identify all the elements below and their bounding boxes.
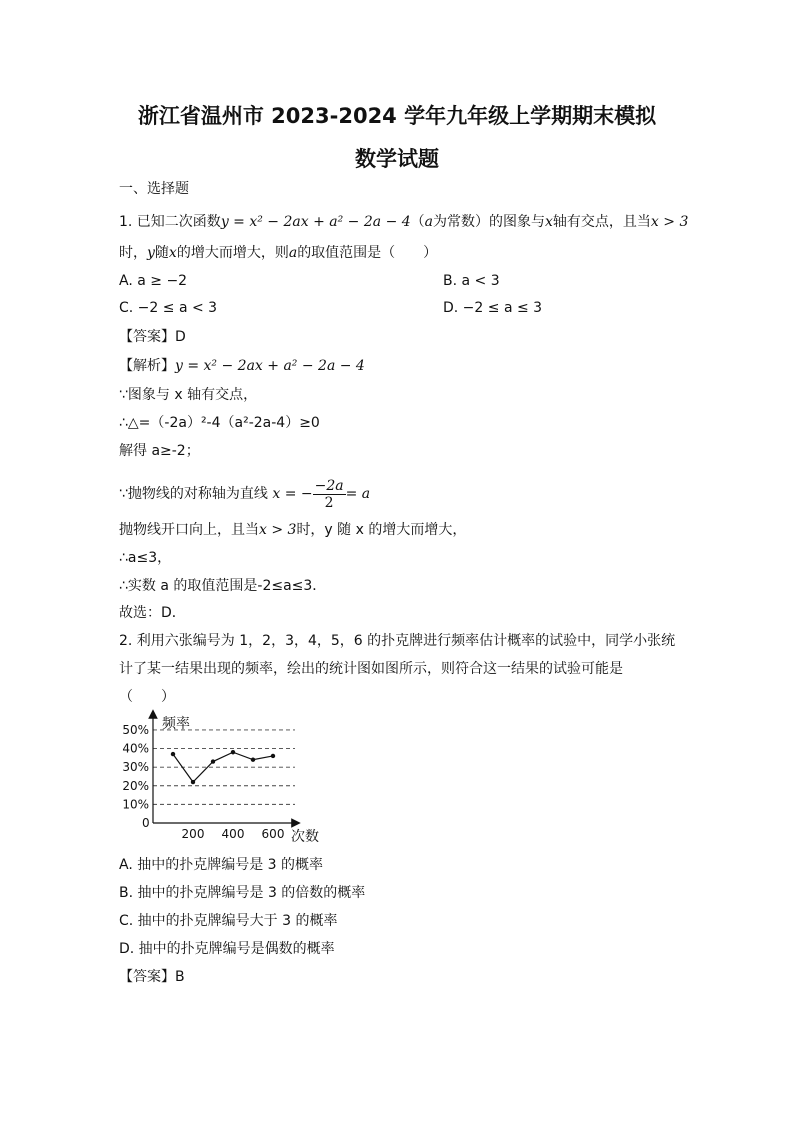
fraction: $\frac{-2a}{2}$ bbox=[314, 477, 344, 511]
q1-step-range: ∴实数 a 的取值范围是-2≤a≤3． bbox=[119, 578, 327, 594]
q1-step-2: ∴△=（-2a）²-4（a²-2a-4）≥0 bbox=[119, 415, 320, 431]
data-point bbox=[231, 750, 235, 754]
data-point bbox=[171, 752, 175, 756]
y-tick-label: 10% bbox=[122, 797, 149, 812]
data-point bbox=[251, 757, 255, 761]
y-tick-label: 40% bbox=[122, 741, 149, 756]
q1-axis-of-symmetry: ∵抛物线的对称轴为直线 x = − $\frac{-2a}{2}$ = a bbox=[119, 477, 371, 511]
x-tick-label: 200 bbox=[181, 827, 205, 841]
data-point bbox=[271, 754, 275, 758]
x-axis-label: 次数 bbox=[291, 829, 319, 845]
y-tick-label: 20% bbox=[122, 778, 149, 793]
question-1-line-1: 1. 已知二次函数y = x² − 2ax + a² − 2a − 4（a为常数）的图象与x轴有交点，且当x > 3 bbox=[119, 214, 689, 230]
q2-option-d: D. 抽中的扑克牌编号是偶数的概率 bbox=[119, 941, 335, 957]
q1-step-a3: ∴a≤3， bbox=[119, 550, 172, 566]
q2-option-a: A. 抽中的扑克牌编号是 3 的概率 bbox=[119, 857, 324, 873]
q1-conclusion: 故选：D． bbox=[119, 605, 186, 621]
section-heading: 一、选择题 bbox=[119, 181, 189, 197]
frequency-chart bbox=[110, 708, 350, 848]
data-point bbox=[191, 780, 195, 784]
question-1-line-2: 时，y随x的增大而增大，则a的取值范围是（ ） bbox=[119, 245, 438, 261]
q1-analysis: 【解析】y = x² − 2ax + a² − 2a − 4 bbox=[119, 358, 365, 374]
q1-option-d: D. −2 ≤ a ≤ 3 bbox=[443, 300, 543, 316]
data-point bbox=[211, 759, 215, 763]
q1-option-a: A. a ≥ −2 bbox=[119, 273, 188, 289]
q2-answer: 【答案】B bbox=[119, 969, 185, 985]
x-tick-label: 400 bbox=[221, 827, 245, 841]
x-tick-label: 600 bbox=[261, 827, 285, 841]
question-2-line-2: 计了某一结果出现的频率，绘出的统计图如图所示，则符合这一结果的试验可能是 bbox=[119, 661, 623, 677]
document-subtitle: 数学试题 bbox=[355, 147, 439, 171]
q1-step-3: 解得 a≥-2； bbox=[119, 443, 200, 459]
q1-answer: 【答案】D bbox=[119, 329, 186, 345]
question-2-line-3: （ ） bbox=[119, 689, 175, 705]
q1-step-1: ∵图象与 x 轴有交点， bbox=[119, 387, 258, 403]
question-2-line-1: 2. 利用六张编号为 1，2，3，4，5，6 的扑克牌进行频率估计概率的试验中，同学小张统 bbox=[119, 633, 676, 649]
q1-option-b: B. a < 3 bbox=[443, 273, 500, 289]
q1-option-c: C. −2 ≤ a < 3 bbox=[119, 300, 218, 316]
q1-step-open: 抛物线开口向上，且当x > 3时，y 随 x 的增大而增大， bbox=[119, 522, 467, 538]
y-axis-label: 频率 bbox=[162, 716, 190, 732]
q2-option-b: B. 抽中的扑克牌编号是 3 的倍数的概率 bbox=[119, 885, 366, 901]
origin-label: 0 bbox=[142, 816, 150, 830]
y-tick-label: 50% bbox=[122, 722, 149, 737]
document-title: 浙江省温州市 2023-2024 学年九年级上学期期末模拟 bbox=[137, 104, 657, 128]
y-tick-label: 30% bbox=[122, 760, 149, 775]
quadratic-function: y = x² − 2ax + a² − 2a − 4 bbox=[220, 214, 411, 230]
q2-option-c: C. 抽中的扑克牌编号大于 3 的概率 bbox=[119, 913, 338, 929]
